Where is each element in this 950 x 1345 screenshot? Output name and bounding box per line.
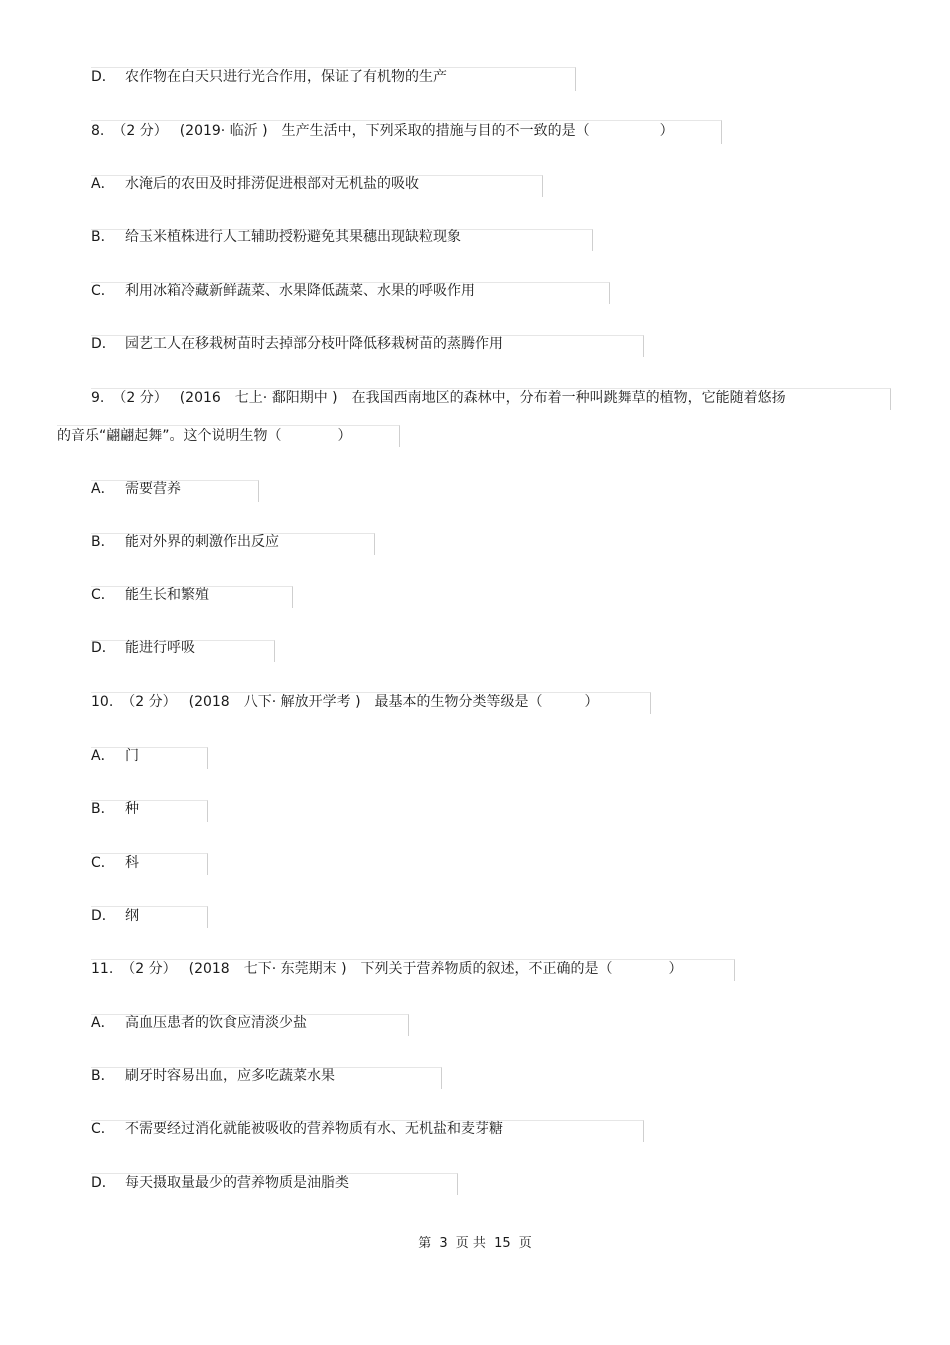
option-text: 利用冰箱冷藏新鲜蔬菜、水果降低蔬菜、水果的呼吸作用 (125, 283, 475, 299)
question-score: （2 分） (121, 694, 177, 710)
option-q9-c (91, 585, 209, 605)
option-q8-b (91, 227, 461, 247)
question-score: （2 分） (112, 390, 168, 406)
footer-prefix: 第 (418, 1236, 432, 1251)
question-stem: 下列关于营养物质的叙述，不正确的是（ ） (360, 961, 683, 977)
option-letter: A． (91, 1015, 115, 1031)
option-q7-d (91, 67, 447, 87)
option-letter: D． (91, 336, 116, 352)
question-9-line-1 (91, 388, 786, 408)
question-stem: 最基本的生物分类等级是（ ） (374, 694, 599, 710)
option-q10-c (91, 853, 139, 873)
option-text: 水淹后的农田及时排涝促进根部对无机盐的吸收 (125, 176, 419, 192)
option-letter: D． (91, 69, 116, 85)
option-q10-a (91, 746, 139, 766)
question-11 (91, 959, 683, 979)
option-letter: D． (91, 908, 116, 924)
option-text: 科 (125, 855, 139, 871)
option-text: 需要营养 (125, 481, 181, 497)
option-q10-b (91, 799, 139, 819)
question-source: (2018 八下· 解放开学考 ) (188, 694, 361, 710)
question-number: 10. (91, 694, 114, 710)
footer-suffix: 页 (518, 1236, 532, 1251)
option-q11-d (91, 1173, 349, 1193)
option-text: 园艺工人在移栽树苗时去掉部分枝叶降低移栽树苗的蒸腾作用 (125, 336, 503, 352)
question-number: 9. (91, 390, 105, 406)
option-letter: D． (91, 640, 116, 656)
question-stem: 生产生活中，下列采取的措施与目的不一致的是（ ） (281, 123, 674, 139)
option-letter: C． (91, 1121, 115, 1137)
option-letter: C． (91, 855, 115, 871)
question-number: 11. (91, 961, 114, 977)
option-text: 农作物在白天只进行光合作用，保证了有机物的生产 (125, 69, 447, 85)
question-number: 8. (91, 123, 105, 139)
option-letter: A． (91, 481, 115, 497)
option-q11-c (91, 1119, 503, 1139)
question-source: (2019· 临沂 ) (179, 123, 268, 139)
option-letter: C． (91, 283, 115, 299)
option-text: 给玉米植株进行人工辅助授粉避免其果穗出现缺粒现象 (125, 229, 461, 245)
option-letter: C． (91, 587, 115, 603)
option-text: 能进行呼吸 (125, 640, 195, 656)
question-8 (91, 121, 674, 141)
option-q9-a (91, 479, 181, 499)
question-10 (91, 692, 599, 712)
option-q8-a (91, 174, 419, 194)
option-q9-d (91, 638, 195, 658)
option-text: 刷牙时容易出血，应多吃蔬菜水果 (125, 1068, 335, 1084)
question-source: (2016 七上· 鄱阳期中 ) (179, 390, 338, 406)
option-letter: D． (91, 1175, 116, 1191)
question-score: （2 分） (112, 123, 168, 139)
option-q11-a (91, 1013, 307, 1033)
option-q11-b (91, 1066, 335, 1086)
option-text: 高血压患者的饮食应清淡少盐 (125, 1015, 307, 1031)
option-q9-b (91, 532, 279, 552)
option-text: 纲 (125, 908, 139, 924)
option-text: 种 (125, 801, 139, 817)
option-letter: B． (91, 1068, 115, 1084)
option-text: 每天摄取量最少的营养物质是油脂类 (125, 1175, 349, 1191)
footer-middle: 页 共 (455, 1236, 486, 1251)
option-text: 能生长和繁殖 (125, 587, 209, 603)
option-letter: B． (91, 534, 115, 550)
option-letter: B． (91, 801, 115, 817)
footer-page-number: 3 (439, 1236, 448, 1251)
option-text: 不需要经过消化就能被吸收的营养物质有水、无机盐和麦芽糖 (125, 1121, 503, 1137)
option-text: 能对外界的刺激作出反应 (125, 534, 279, 550)
footer-total-pages: 15 (494, 1236, 511, 1251)
option-q8-c (91, 281, 475, 301)
option-text: 门 (125, 748, 139, 764)
question-source: (2018 七下· 东莞期末 ) (188, 961, 347, 977)
question-stem: 的音乐“翩翩起舞”。这个说明生物（ ） (57, 428, 352, 444)
question-score: （2 分） (121, 961, 177, 977)
option-q10-d (91, 906, 139, 926)
question-9-line-2 (57, 426, 352, 446)
question-stem: 在我国西南地区的森林中，分布着一种叫跳舞草的植物，它能随着悠扬 (351, 390, 786, 406)
option-q8-d (91, 334, 503, 354)
option-letter: A． (91, 176, 115, 192)
option-letter: A． (91, 748, 115, 764)
option-letter: B． (91, 229, 115, 245)
page-footer (0, 1234, 950, 1254)
